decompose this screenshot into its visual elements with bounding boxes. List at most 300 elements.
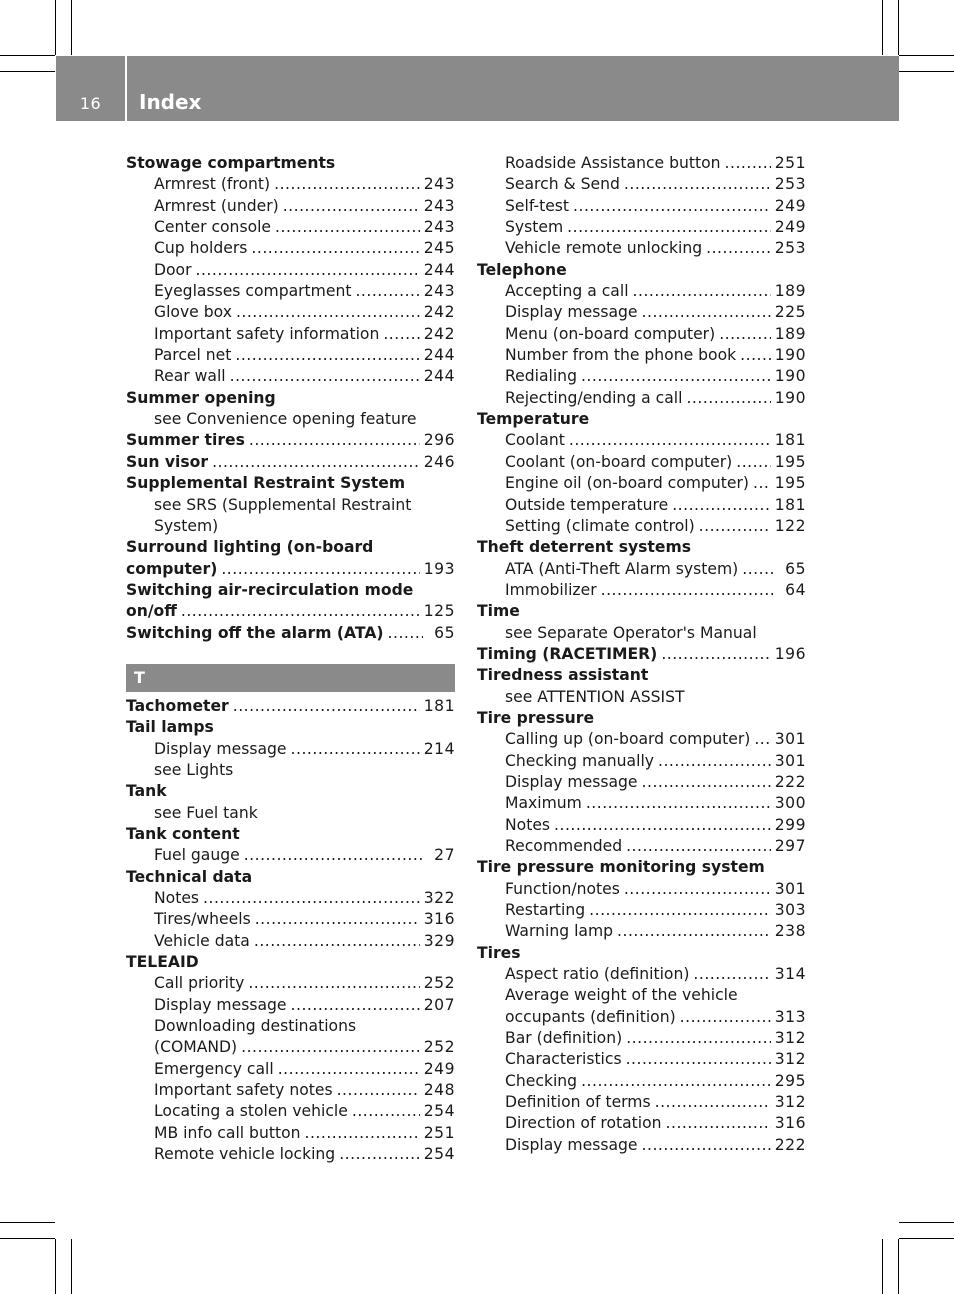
- index-subentry[interactable]: [126, 739, 455, 760]
- page-reference[interactable]: 322: [423, 889, 455, 907]
- index-subentry[interactable]: [477, 430, 806, 451]
- index-subentry[interactable]: [126, 1080, 455, 1101]
- entry-label: Setting (climate control): [505, 516, 695, 535]
- index-subentry[interactable]: [126, 1059, 455, 1080]
- page-reference[interactable]: 249: [774, 218, 806, 237]
- dot-leader: [569, 430, 771, 451]
- entry-label: Number from the phone book: [505, 346, 737, 365]
- dot-leader: [233, 696, 420, 717]
- page-reference[interactable]: 329: [423, 931, 455, 950]
- index-subentry[interactable]: [477, 729, 806, 750]
- dot-leader: [742, 559, 774, 580]
- entry-label: Tire pressure: [477, 708, 595, 727]
- entry-label: Roadside Assistance button: [505, 154, 721, 172]
- dot-leader: [181, 601, 420, 622]
- index-subentry[interactable]: [477, 921, 806, 942]
- dot-leader: [573, 196, 771, 217]
- dot-leader: [355, 281, 419, 302]
- entry-label: Tires/wheels: [154, 910, 251, 929]
- index-subentry[interactable]: [477, 153, 806, 174]
- dot-leader: [221, 559, 419, 580]
- entry-label: Redialing: [505, 367, 577, 386]
- entry-label: computer): [126, 559, 218, 578]
- dot-leader: [626, 1049, 771, 1070]
- index-heading: [126, 473, 455, 494]
- dot-leader: [754, 729, 770, 750]
- entry-label: see Separate Operator's Manual: [505, 623, 757, 642]
- index-subentry[interactable]: [477, 1092, 806, 1113]
- page-reference[interactable]: 190: [774, 367, 806, 386]
- index-subentry[interactable]: [477, 495, 806, 516]
- dot-leader: [248, 973, 419, 994]
- index-subentry: [126, 803, 455, 824]
- entry-label: occupants (definition): [505, 1007, 676, 1026]
- entry-label: Checking manually: [505, 751, 655, 770]
- page-reference[interactable]: 193: [423, 559, 455, 578]
- page-reference[interactable]: 65: [785, 559, 806, 578]
- index-heading: [126, 388, 455, 409]
- page-number: 16: [79, 94, 102, 113]
- header-divider: [125, 56, 127, 121]
- crop-mark: [71, 0, 72, 55]
- page-reference[interactable]: 181: [423, 696, 455, 715]
- dot-leader: [658, 751, 771, 772]
- index-heading: [126, 781, 455, 802]
- index-subentry[interactable]: [126, 931, 455, 952]
- index-heading[interactable]: [126, 430, 455, 451]
- index-subentry[interactable]: [477, 879, 806, 900]
- index-subentry[interactable]: [126, 888, 455, 909]
- entry-label: Stowage compartments: [126, 154, 336, 172]
- dot-leader: [753, 473, 771, 494]
- page-reference[interactable]: 222: [774, 1135, 806, 1154]
- entry-label: Tank: [126, 782, 167, 801]
- crop-mark: [71, 1239, 72, 1294]
- page-reference[interactable]: 122: [774, 516, 806, 535]
- index-subentry[interactable]: [477, 1007, 806, 1028]
- page-reference[interactable]: 297: [774, 837, 806, 855]
- entry-label: (COMAND): [154, 1038, 238, 1057]
- dot-leader: [624, 174, 771, 195]
- index-subentry[interactable]: [477, 238, 806, 259]
- entry-label: Vehicle remote unlocking: [505, 239, 703, 258]
- dot-leader: [249, 430, 420, 451]
- entry-label: System): [154, 516, 219, 535]
- dot-leader: [251, 238, 419, 259]
- entry-label: on/off: [126, 602, 177, 621]
- entry-label: see Fuel tank: [154, 803, 258, 822]
- crop-mark: [899, 1238, 954, 1239]
- dot-leader: [693, 964, 770, 985]
- index-subentry[interactable]: [126, 366, 455, 387]
- page-reference[interactable]: 316: [774, 1114, 806, 1133]
- entry-label: Timing (RACETIMER): [477, 644, 658, 663]
- dot-leader: [581, 1071, 771, 1092]
- dot-leader: [554, 815, 771, 836]
- dot-leader: [283, 196, 420, 217]
- index-subentry[interactable]: [477, 473, 806, 494]
- page-reference[interactable]: 249: [423, 1059, 455, 1078]
- index-heading[interactable]: [126, 623, 455, 644]
- index-heading: [126, 153, 455, 174]
- index-subentry[interactable]: [126, 345, 455, 366]
- dot-leader: [626, 1028, 771, 1049]
- page-reference[interactable]: 243: [423, 218, 455, 237]
- entry-label: Definition of terms: [505, 1093, 651, 1112]
- index-subentry[interactable]: [477, 452, 806, 473]
- index-subentry[interactable]: [126, 174, 455, 195]
- dot-leader: [736, 452, 771, 473]
- entry-label: Summer opening: [126, 388, 276, 407]
- index-subentry[interactable]: [477, 1135, 806, 1156]
- index-subentry[interactable]: [126, 281, 455, 302]
- entry-label: Surround lighting (on-board: [126, 538, 374, 557]
- entry-label: Door: [154, 260, 192, 279]
- entry-label: Vehicle data: [154, 931, 250, 950]
- page-title: Index: [139, 90, 202, 114]
- page-reference[interactable]: 243: [423, 175, 455, 194]
- index-subentry[interactable]: [477, 1071, 806, 1092]
- page-reference[interactable]: 214: [423, 739, 455, 758]
- dot-leader: [383, 324, 419, 345]
- index-subentry[interactable]: [477, 302, 806, 323]
- entry-label: Switching off the alarm (ATA): [126, 623, 384, 642]
- dot-leader: [642, 302, 771, 323]
- index-heading: [126, 717, 455, 738]
- page-reference[interactable]: 301: [774, 751, 806, 770]
- index-subentry[interactable]: [477, 1113, 806, 1134]
- index-subentry[interactable]: [477, 836, 806, 857]
- entry-label: Aspect ratio (definition): [505, 965, 690, 984]
- page-reference[interactable]: 195: [774, 474, 806, 493]
- page-reference[interactable]: 244: [423, 260, 455, 279]
- dot-leader: [244, 845, 423, 866]
- page-reference[interactable]: 190: [774, 388, 806, 407]
- page-reference[interactable]: 314: [774, 965, 806, 984]
- crop-mark: [898, 1239, 899, 1294]
- index-subentry[interactable]: [126, 909, 455, 930]
- index-heading: [126, 580, 455, 601]
- entry-label: Summer tires: [126, 431, 245, 450]
- dot-leader: [291, 739, 420, 760]
- entry-label: see ATTENTION ASSIST: [505, 687, 685, 706]
- index-heading: [477, 409, 806, 430]
- entry-label: Downloading destinations: [154, 1017, 357, 1036]
- index-subentry[interactable]: [477, 1049, 806, 1070]
- index-subentry[interactable]: [477, 217, 806, 238]
- index-subentry[interactable]: [126, 324, 455, 345]
- index-heading: [126, 952, 455, 973]
- index-heading: [477, 857, 806, 878]
- page-reference[interactable]: 195: [774, 452, 806, 471]
- entry-label: Maximum: [505, 794, 582, 813]
- page-reference[interactable]: 249: [774, 196, 806, 215]
- page-reference[interactable]: 243: [423, 196, 455, 215]
- page-reference[interactable]: 301: [774, 879, 806, 898]
- dot-leader: [624, 879, 771, 900]
- page-reference[interactable]: 222: [774, 772, 806, 791]
- page-reference[interactable]: 301: [774, 730, 806, 749]
- dot-leader: [633, 281, 771, 302]
- page-reference[interactable]: 295: [774, 1071, 806, 1090]
- crop-mark: [899, 71, 954, 72]
- entry-label: MB info call button: [154, 1123, 301, 1142]
- index-subentry[interactable]: [126, 302, 455, 323]
- page-reference[interactable]: 312: [774, 1093, 806, 1112]
- entry-label: Display message: [505, 772, 638, 791]
- index-heading[interactable]: [477, 644, 806, 665]
- entry-label: Armrest (front): [154, 175, 271, 194]
- index-column-left: [126, 153, 455, 1165]
- page-reference[interactable]: 252: [423, 974, 455, 993]
- page-reference[interactable]: 254: [423, 1102, 455, 1121]
- dot-leader: [589, 900, 771, 921]
- dot-leader: [212, 452, 420, 473]
- entry-label: Emergency call: [154, 1059, 274, 1078]
- entry-label: see Convenience opening feature: [154, 410, 417, 429]
- crop-mark: [882, 0, 883, 55]
- index-subentry[interactable]: [477, 815, 806, 836]
- page-reference[interactable]: 243: [423, 282, 455, 301]
- index-subentry: [126, 516, 455, 537]
- entry-label: Theft deterrent systems: [477, 538, 691, 557]
- dot-leader: [230, 366, 420, 387]
- index-heading[interactable]: [126, 559, 455, 580]
- section-letter-header: T: [126, 664, 455, 692]
- dot-leader: [235, 345, 419, 366]
- entry-label: Checking: [505, 1071, 578, 1090]
- page-reference[interactable]: 245: [423, 239, 455, 258]
- index-subentry[interactable]: [477, 281, 806, 302]
- index-subentry[interactable]: [477, 964, 806, 985]
- page-reference[interactable]: 253: [774, 175, 806, 194]
- page-reference[interactable]: 312: [774, 1029, 806, 1048]
- page-reference[interactable]: 64: [785, 580, 806, 599]
- index-subentry[interactable]: [126, 1037, 455, 1058]
- page-reference[interactable]: 296: [423, 431, 455, 450]
- entry-label: TELEAID: [126, 953, 199, 972]
- entry-label: Display message: [154, 739, 287, 758]
- page-reference[interactable]: 207: [423, 995, 455, 1014]
- index-subentry[interactable]: [126, 238, 455, 259]
- entry-label: Call priority: [154, 974, 245, 993]
- page-reference[interactable]: 244: [423, 367, 455, 386]
- entry-label: Coolant (on-board computer): [505, 452, 733, 471]
- index-subentry[interactable]: [477, 516, 806, 537]
- page-reference[interactable]: 181: [774, 495, 806, 514]
- entry-label: Calling up (on-board computer): [505, 730, 751, 749]
- entry-label: Tail lamps: [126, 718, 214, 737]
- entry-label: Eyeglasses compartment: [154, 282, 352, 301]
- page-reference[interactable]: 254: [423, 1145, 455, 1164]
- page-reference[interactable]: 312: [774, 1050, 806, 1069]
- dot-leader: [655, 1092, 771, 1113]
- dot-leader: [196, 260, 420, 281]
- index-heading[interactable]: [126, 696, 455, 717]
- page-reference[interactable]: 244: [423, 346, 455, 365]
- index-subentry[interactable]: [477, 196, 806, 217]
- index-subentry[interactable]: [477, 772, 806, 793]
- entry-label: Bar (definition): [505, 1029, 623, 1048]
- entry-label: Average weight of the vehicle: [505, 986, 738, 1005]
- page-reference[interactable]: 303: [774, 901, 806, 920]
- dot-leader: [642, 772, 771, 793]
- dot-leader: [617, 921, 771, 942]
- page-header: [56, 56, 899, 121]
- page-reference[interactable]: 300: [774, 794, 806, 813]
- page-reference[interactable]: 242: [423, 324, 455, 343]
- index-subentry: [126, 1016, 455, 1037]
- entry-label: see SRS (Supplemental Restraint: [154, 495, 412, 514]
- dot-leader: [203, 888, 420, 909]
- page-reference[interactable]: 225: [774, 303, 806, 322]
- entry-label: Switching air-recirculation mode: [126, 580, 414, 599]
- index-heading: [477, 601, 806, 622]
- entry-label: Tiredness assistant: [477, 666, 649, 685]
- dot-leader: [725, 153, 771, 174]
- dot-leader: [305, 1123, 420, 1144]
- index-heading: [126, 537, 455, 558]
- page-reference[interactable]: 246: [423, 452, 455, 471]
- index-subentry[interactable]: [126, 973, 455, 994]
- dot-leader: [661, 644, 770, 665]
- crop-mark: [55, 1239, 56, 1294]
- dot-leader: [680, 1007, 771, 1028]
- entry-label: Fuel gauge: [154, 846, 240, 865]
- index-heading: [126, 867, 455, 888]
- index-column-right: [477, 153, 806, 1156]
- entry-label: Display message: [154, 995, 287, 1014]
- entry-label: Telephone: [477, 260, 567, 279]
- page-reference[interactable]: 316: [423, 910, 455, 929]
- entry-label: Menu (on-board computer): [505, 324, 716, 343]
- crop-mark: [0, 1238, 55, 1239]
- crop-mark: [882, 1239, 883, 1294]
- entry-label: Self-test: [505, 196, 570, 215]
- entry-label: Important safety notes: [154, 1081, 333, 1100]
- entry-label: Armrest (under): [154, 196, 279, 215]
- dot-leader: [388, 623, 423, 644]
- index-subentry[interactable]: [477, 366, 806, 387]
- dot-leader: [642, 1135, 771, 1156]
- entry-label: Notes: [505, 815, 551, 834]
- entry-label: Outside temperature: [505, 495, 669, 514]
- entry-label: Tires: [477, 943, 521, 962]
- dot-leader: [581, 366, 771, 387]
- index-subentry[interactable]: [126, 260, 455, 281]
- entry-label: Technical data: [126, 867, 253, 886]
- entry-label: Direction of rotation: [505, 1114, 662, 1133]
- entry-label: Coolant: [505, 431, 565, 450]
- dot-leader: [706, 238, 771, 259]
- index-subentry[interactable]: [126, 1123, 455, 1144]
- entry-label: Supplemental Restraint System: [126, 474, 406, 493]
- page-reference[interactable]: 181: [774, 431, 806, 450]
- crop-mark: [55, 0, 56, 55]
- page-reference[interactable]: 242: [423, 303, 455, 322]
- page-reference[interactable]: 65: [434, 623, 455, 642]
- index-heading[interactable]: [126, 601, 455, 622]
- index-subentry[interactable]: [477, 1028, 806, 1049]
- index-subentry[interactable]: [126, 845, 455, 866]
- index-subentry[interactable]: [477, 388, 806, 409]
- index-subentry: [126, 409, 455, 430]
- index-subentry: [477, 985, 806, 1006]
- entry-label: ATA (Anti-Theft Alarm system): [505, 559, 739, 578]
- entry-label: Glove box: [154, 303, 232, 322]
- crop-mark: [0, 55, 55, 56]
- index-subentry[interactable]: [477, 900, 806, 921]
- page-reference[interactable]: 252: [423, 1038, 455, 1057]
- page-reference[interactable]: 196: [774, 644, 806, 663]
- entry-label: Locating a stolen vehicle: [154, 1102, 348, 1121]
- page-reference[interactable]: 190: [774, 346, 806, 365]
- index-heading[interactable]: [126, 452, 455, 473]
- dot-leader: [339, 1144, 420, 1165]
- index-subentry[interactable]: [126, 995, 455, 1016]
- index-subentry[interactable]: [477, 174, 806, 195]
- dot-leader: [586, 793, 771, 814]
- entry-label: Cup holders: [154, 239, 248, 258]
- index-subentry[interactable]: [477, 580, 806, 601]
- page-reference[interactable]: 238: [774, 922, 806, 941]
- dot-leader: [626, 836, 771, 857]
- entry-label: Important safety information: [154, 324, 380, 343]
- dot-leader: [672, 495, 771, 516]
- page-reference[interactable]: 248: [423, 1081, 455, 1100]
- entry-label: Rejecting/ending a call: [505, 388, 683, 407]
- dot-leader: [337, 1080, 420, 1101]
- entry-label: Search & Send: [505, 175, 620, 194]
- page-reference[interactable]: 251: [423, 1123, 455, 1142]
- index-heading: [477, 708, 806, 729]
- page-reference[interactable]: 125: [423, 602, 455, 621]
- index-subentry[interactable]: [477, 559, 806, 580]
- entry-label: Characteristics: [505, 1050, 622, 1069]
- index-subentry[interactable]: [477, 751, 806, 772]
- dot-leader: [291, 995, 420, 1016]
- index-heading: [477, 260, 806, 281]
- page-reference[interactable]: 251: [774, 154, 806, 172]
- page-reference[interactable]: 299: [774, 815, 806, 834]
- index-subentry[interactable]: [477, 793, 806, 814]
- entry-label: Center console: [154, 218, 272, 237]
- index-subentry: [477, 623, 806, 644]
- index-subentry[interactable]: [126, 1144, 455, 1165]
- index-subentry[interactable]: [477, 345, 806, 366]
- page-reference[interactable]: 253: [774, 239, 806, 258]
- page-reference[interactable]: 189: [774, 282, 806, 301]
- dot-leader: [254, 931, 420, 952]
- dot-leader: [255, 909, 420, 930]
- index-subentry[interactable]: [126, 196, 455, 217]
- entry-label: System: [505, 218, 564, 237]
- index-subentry[interactable]: [126, 217, 455, 238]
- entry-label: Tire pressure monitoring system: [477, 858, 765, 877]
- index-subentry[interactable]: [126, 1101, 455, 1122]
- page-reference[interactable]: 189: [774, 324, 806, 343]
- page-reference[interactable]: 27: [434, 846, 455, 865]
- entry-label: Engine oil (on-board computer): [505, 474, 749, 493]
- entry-label: Rear wall: [154, 367, 226, 386]
- index-subentry[interactable]: [477, 324, 806, 345]
- page-reference[interactable]: 313: [774, 1007, 806, 1026]
- entry-label: Display message: [505, 1135, 638, 1154]
- entry-label: Display message: [505, 303, 638, 322]
- index-heading: [477, 665, 806, 686]
- crop-mark: [0, 71, 55, 72]
- entry-label: Sun visor: [126, 452, 209, 471]
